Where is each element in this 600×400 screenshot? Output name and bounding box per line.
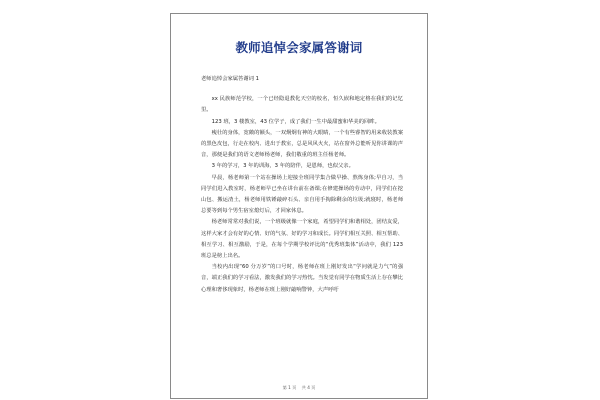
document-title: 教师追悼会家属答谢词 <box>235 40 363 55</box>
document-page <box>170 13 428 399</box>
page-number: 第 1 页 <box>282 385 297 390</box>
page-total: 共 4 页 <box>301 385 316 390</box>
document-body <box>201 74 403 296</box>
paragraph: 杨老师常常对我们说，一个班级就像一个家庭，希望同学们和谐相处，团结友爱，这样大家才会有好的心情、好的气氛、好的学习和成长。同学们相互关照、相互帮助、相互学习、相互激励，于是，在每个学期学校评比的“优秀班集体”活动中，我们 123 班总是榜上出名。 <box>201 219 403 260</box>
page-footer <box>171 385 427 391</box>
paragraph: 当校内出现“60 分万岁”的口号时，杨老师在班上刚好发出“学问就是力气”的强音，端正我们的学习看法，激发我们的学习热忱。当发觉有同学在物质生活上存在攀比心理和奢侈现象时，杨老师在班上刚好敲响警钟，大声呼吁 <box>201 264 403 293</box>
paragraph: 3 年的学习，3 年的训海，3 年的陪伴，是恩师，也似父亲。 <box>211 163 354 170</box>
document-subtitle: 老师追悼会家属答谢词 1 <box>201 76 260 82</box>
paragraph: 早晨，杨老师第一个站在操场上迎接全班同学集合做早操、熬炼身体;早自习，当同学们进入教室时，杨老师早已坐在讲台前在备课;在修建操场的劳动中，同学们在挖山包、搬运渣土，杨老师用铁锤敲碎石头、亲自用手掏除剩余的垃圾;就寝时，杨老师总要等到每个男生宿室熄灯后，才回家休息。 <box>201 174 403 215</box>
paragraph: 123 班，3 楼教室，43 位学子，成了我们一生中最甜蜜和华美的回眸。 <box>211 118 380 125</box>
paragraph: 瘦壮的身体，宽敞的额头，一双炯炯有神的大眼睛，一个有些睿智的用来收装教案的黑色皮包，行走在校内、进出于教室，总是风风火火，站在窗外总能听见你讲课的声音，那便是我们的语文老师杨老师，我们敬重的班主任杨老师。 <box>201 129 403 159</box>
paragraph: xx 民族师范学校，一个已经隐退教化天空的校名，恒久嵌和地定格在我们的记忆里。 <box>201 96 403 114</box>
